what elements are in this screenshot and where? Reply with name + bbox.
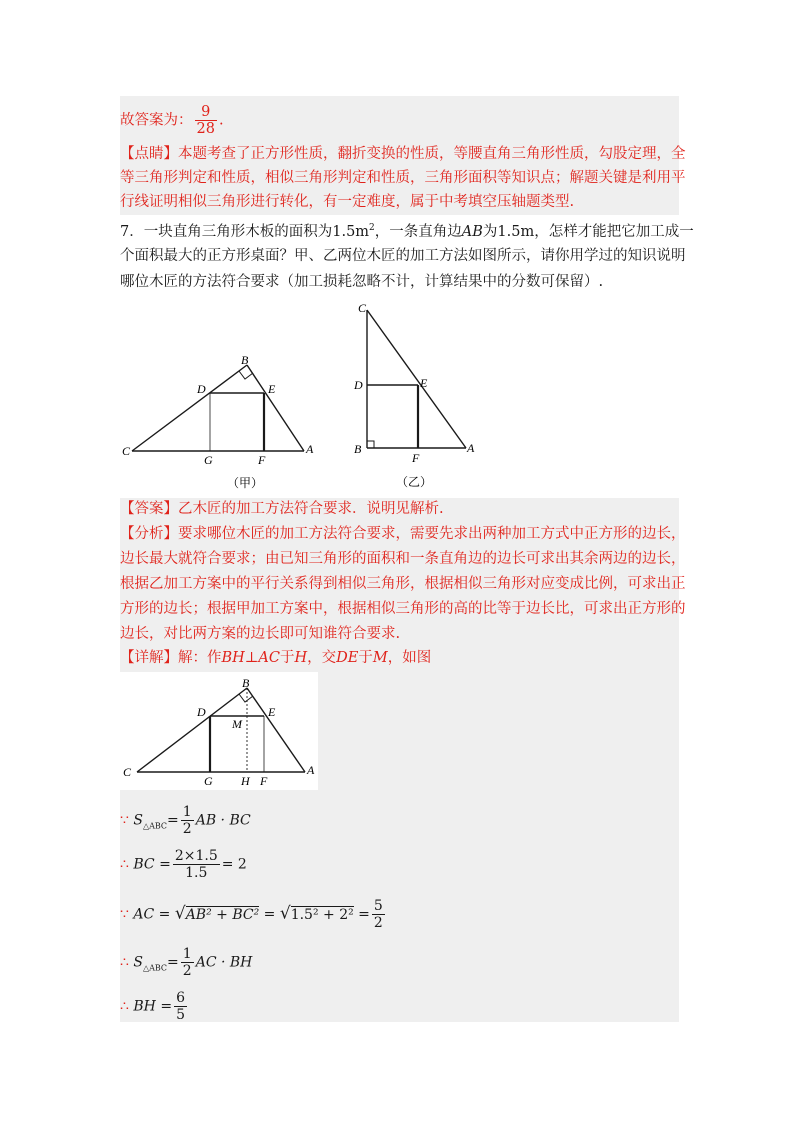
label-detail-M: M <box>232 717 242 731</box>
label-yi-E: E <box>420 376 428 390</box>
comment-line-2: 等三角形判定和性质，相似三角形判定和性质，三角形面积等知识点；解题关键是利用平 <box>120 170 686 186</box>
comment-line-1: 【点睛】本题考查了正方形性质，翻折变换的性质，等腰直角三角形性质，勾股定理，全 <box>120 146 686 162</box>
figure-detail <box>120 672 318 790</box>
label-jia-C: C <box>122 444 131 458</box>
figure-yi <box>348 295 488 495</box>
math-line-3: ∵ AC = √AB² + BC² = √1.5² + 2² = $\frac{5}{2}$ <box>120 898 383 931</box>
problem-line-2: 个面积最大的正方形桌面？甲、乙两位木匠的加工方法如图所示，请你用学过的知识说明 <box>120 248 686 264</box>
label-yi-C: C <box>358 301 367 315</box>
label-jia-A: A <box>306 442 314 456</box>
label-jia-E: E <box>268 382 276 396</box>
analysis-tag: 【分析】 <box>120 526 178 542</box>
label-jia-D: D <box>197 382 206 396</box>
analysis-line-3: 根据乙加工方案中的平行关系得到相似三角形，根据相似三角形对应变成比例，可求出正 <box>120 576 686 592</box>
label-yi-F: F <box>412 451 420 465</box>
label-detail-H: H <box>241 774 250 788</box>
answer-line: 【答案】乙木匠的加工方法符合要求．说明见解析. <box>120 501 444 517</box>
analysis-line-2: 边长最大就符合要求；由已知三角形的面积和一条直角边的边长可求出其余两边的边长， <box>120 551 686 567</box>
label-yi-A: A <box>467 441 475 455</box>
problem-number: 7． <box>120 223 144 240</box>
math-line-5: ∴ BH = $\frac{6}{5}$ <box>120 990 185 1023</box>
analysis-line-4: 方形的边长；根据甲加工方案中，根据相似三角形的高的比等于边长比，可求出正方形的 <box>120 601 686 617</box>
label-jia-F: F <box>258 453 266 467</box>
label-yi-B: B <box>354 442 362 456</box>
analysis-line-1: 【分析】要求哪位木匠的加工方法符合要求，需要先求出两种加工方式中正方形的边长， <box>120 526 686 542</box>
math-line-2: ∴ BC = $\frac{2\times 1.5}{1.5}$ = 2 <box>120 848 247 881</box>
analysis-line-5: 边长，对比两方案的边长即可知谁符合要求. <box>120 626 401 642</box>
caption-jia: （甲） <box>227 476 264 490</box>
comment-tag: 【点睛】 <box>120 146 178 162</box>
label-jia-B: B <box>241 353 249 367</box>
math-line-1: ∵ $S_{\triangle ABC}=$ $\frac{1}{2}$ AB · BC <box>120 804 251 837</box>
problem-line-1: 7．一块直角三角形木板的面积为$1.5m^2$，一条直角边AB为1.5m，怎样才能把它加工成一 <box>120 223 694 240</box>
label-detail-G: G <box>204 774 213 788</box>
detail-tag: 【详解】 <box>120 650 178 666</box>
label-jia-G: G <box>204 453 213 467</box>
label-yi-D: D <box>354 378 363 392</box>
comment-line-3: 行线证明相似三角形进行转化，有一定难度，属于中考填空压轴题类型. <box>120 194 575 210</box>
math-line-4: ∴ $S_{\triangle ABC}=$ $\frac{1}{2}$ AC · BH <box>120 946 253 979</box>
figure-jia <box>115 345 325 495</box>
label-detail-D: D <box>197 705 206 719</box>
label-detail-E: E <box>268 705 276 719</box>
prev-answer-line: 故答案为： $\frac{9}{28}$ . <box>120 104 224 137</box>
answer-fraction: $\frac{9}{28}$ <box>196 104 215 137</box>
caption-yi: （乙） <box>396 475 433 489</box>
label-detail-F: F <box>260 774 268 788</box>
detail-line: 【详解】解：作BH⊥AC于H，交DE于M，如图 <box>120 650 432 666</box>
label-detail-A: A <box>307 763 315 777</box>
problem-line-3: 哪位木匠的方法符合要求（加工损耗忽略不计，计算结果中的分数可保留）. <box>120 274 604 290</box>
label-detail-B: B <box>242 676 250 690</box>
answer-tag: 【答案】 <box>120 501 178 517</box>
label-detail-C: C <box>123 765 132 779</box>
